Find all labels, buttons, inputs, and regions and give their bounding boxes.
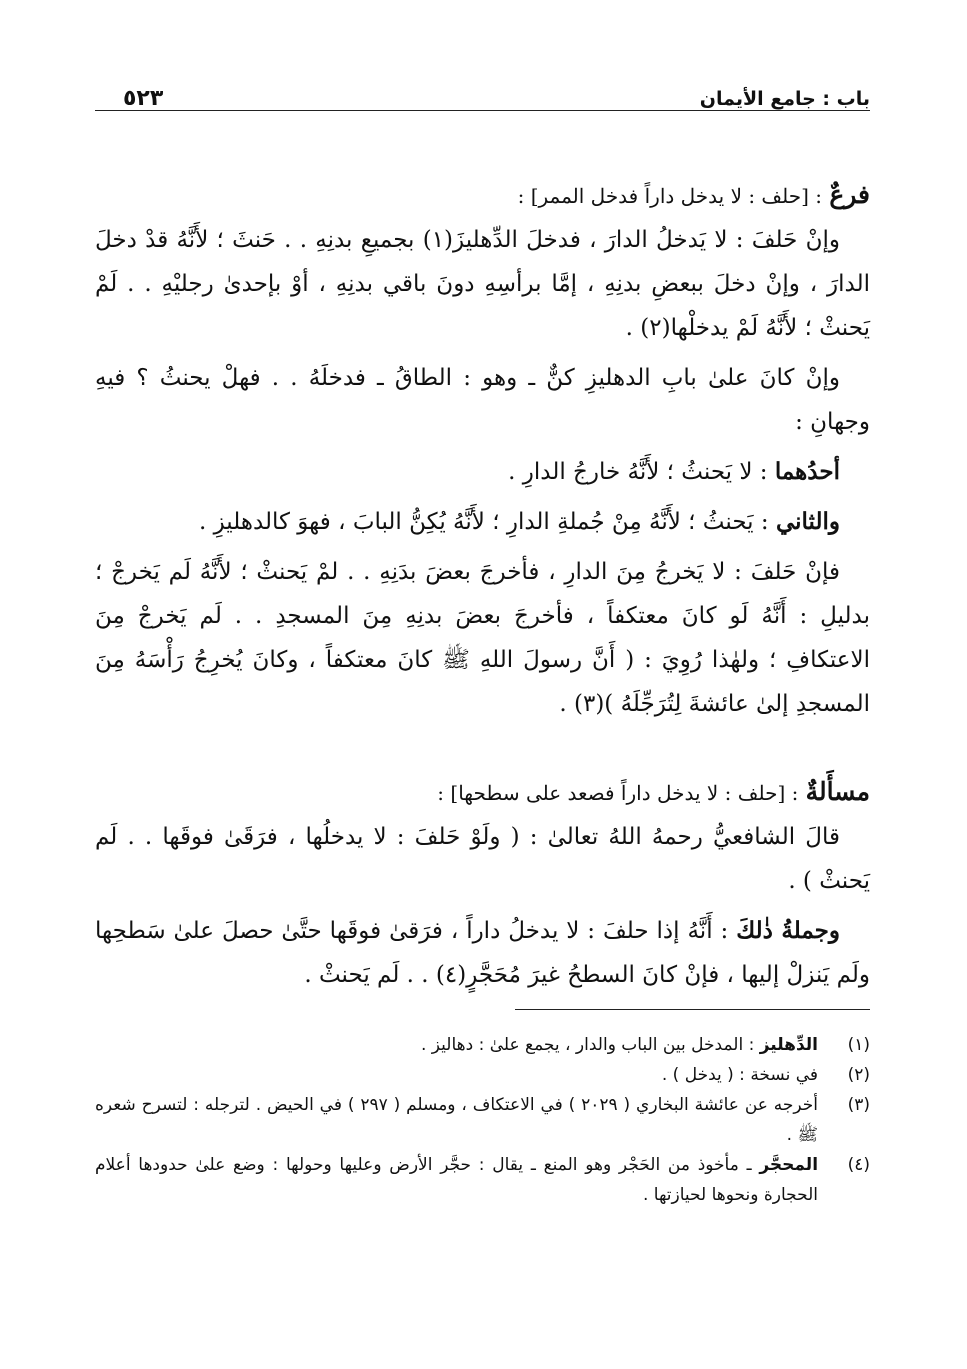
option-label: أحدُهما (774, 458, 840, 485)
footnote-number: (١) (847, 1035, 870, 1055)
paragraph (95, 909, 870, 997)
section-title: : [حلف : لا يدخل داراً فدخل الممر] : (517, 184, 823, 208)
footnote (95, 1060, 870, 1090)
footnote (95, 1090, 870, 1150)
section-title: : [حلف : لا يدخل داراً فصعد على سطحها] : (437, 781, 799, 805)
footnote-number: (٣) (847, 1095, 870, 1115)
footnote (95, 1150, 870, 1210)
paragraph (95, 500, 870, 544)
main-text (95, 173, 870, 997)
footnote-text: في نسخة : ( يدخل ) . (661, 1065, 818, 1085)
footnote (95, 1030, 870, 1060)
chapter-title: باب : جامع الأيمان (699, 88, 870, 110)
footnote-term: الدِّهليز (759, 1035, 818, 1055)
footnote-number: (٤) (847, 1155, 870, 1175)
section-heading-1 (95, 173, 870, 218)
footnote-divider (515, 1009, 870, 1010)
paragraph-text: : أَنَّهُ إذا حلفَ : لا يدخلُ داراً ، فرَقىٰ فوقَها حتَّىٰ حصلَ علىٰ سَطحِها ولَم يَنزلْ إليها ، فإنْ كانَ السطحُ غيرَ مُحَجَّرٍ(٤) . . لَم يَحنثْ . (95, 918, 870, 988)
footnote-text: أخرجه عن عائشة البخاري ( ٢٠٢٩ ) في الاعتكاف ، ومسلم ( ٢٩٧ ) في الحيض . لترجله : لتسرح شعره ﷺ . (95, 1095, 819, 1145)
paragraph: وإنْ حَلفَ : لا يَدخلُ الدارَ ، فدخلَ الدِّهليزَ(١) بجميعِ بدنِهِ . . حَنثَ ؛ لأَنَّهُ قدْ دخلَ الدارَ ، وإنْ دخلَ ببعضِ بدنِهِ ، إمَّا برأسِهِ دونَ باقي بدنِهِ ، أوْ بإحدىٰ رجليْهِ . . لَمْ يَحنثْ ؛ لأَنَّهُ لَمْ يدخلْها(٢) . (95, 227, 870, 341)
paragraph: قالَ الشافعيُّ رحمهُ اللهُ تعالىٰ : ( ولَوْ حَلفَ : لا يدخلُها ، فرَقَىٰ فوقَها . . لَم يَحنثْ ) . (95, 824, 870, 894)
footnote-text: ـ مأخوذ من الحَجْر وهو المنع ـ يقال : حجَّر الأرض وعليها وحولها : وضع علىٰ حدودها أعلام الحجارة ونحوها لحيازتها . (95, 1155, 818, 1205)
section-label: فرعٌ (829, 180, 870, 209)
paragraph (95, 450, 870, 494)
paragraph-lead: وجملةُ ذٰلكَ (736, 917, 841, 944)
footnote-text: : المدخل بين الباب والدار ، يجمع علىٰ : دهاليز . (420, 1035, 755, 1055)
paragraph: وإنْ كانَ علىٰ بابِ الدهليزِ كنٌّ ـ وهو : الطاقُ ـ فدخلَهُ . . فهلْ يحنثُ ؟ فيهِ وجهانِ : (95, 365, 870, 435)
book-page (95, 60, 870, 1210)
footnote-term: المحجَّر (759, 1155, 819, 1175)
paragraph: فإنْ حَلفَ : لا يَخرجُ مِنَ الدارِ ، فأخرجَ بعضَ بدَنِهِ . . لمْ يَحنثْ ؛ لأَنَّهُ لَم يَخرجْ ؛ بدليلِ : أَنَّهُ لَو كانَ معتكفاً ، فأخرجَ بعضَ بدنِهِ مِنَ المسجدِ . . لَم يَخرجْ مِنَ الاعتكافِ ؛ ولهٰذا رُوِيَ : ( أَنَّ رسولَ اللهِ ﷺ كانَ معتكفاً ، وكانَ يُخرِجُ رَأْسَهُ مِنَ المسجدِ إلىٰ عائشةَ لِتُرَجِّلَهُ )(٣) . (95, 559, 870, 717)
option-text: : يَحنثُ ؛ لأَنَّهُ مِنْ جُملةِ الدارِ ؛ لأَنَّهُ يُكِنُّ البابَ ، فهوَ كالدهليزِ . (198, 509, 769, 535)
option-label: والثاني (775, 508, 840, 535)
footnote-number: (٢) (847, 1065, 870, 1085)
footnotes (95, 1030, 870, 1210)
section-label: مسأَلةٌ (805, 777, 870, 806)
page-header (95, 60, 870, 111)
option-text: : لا يَحنثُ ؛ لأَنَّهُ خارجُ الدارِ . (508, 459, 768, 485)
section-heading-2 (95, 770, 870, 815)
page-number: ٥٢٣ (123, 86, 164, 111)
